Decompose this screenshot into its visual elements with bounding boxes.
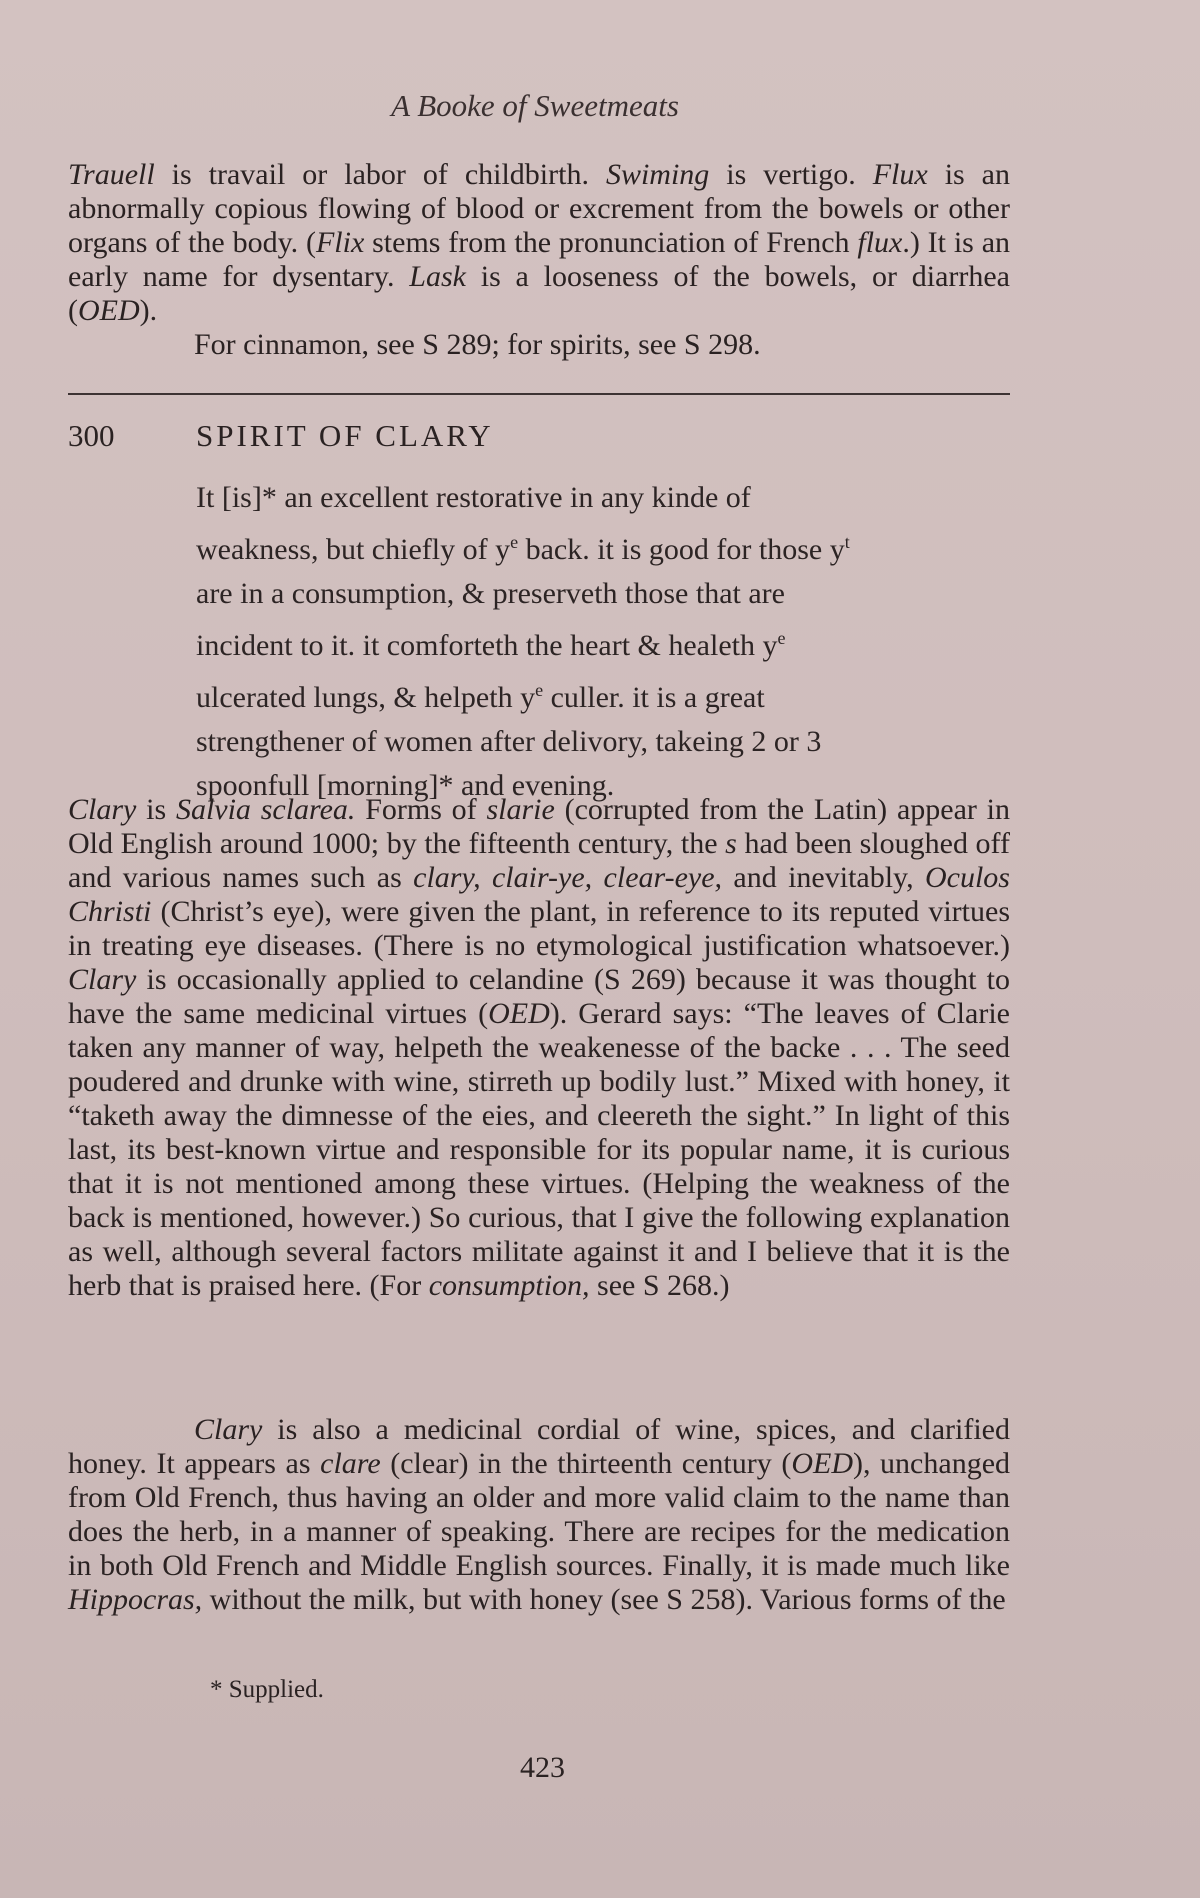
recipe-line: It [is]* an excellent restorative in any kinde of <box>196 481 751 514</box>
recipe-line: strengthener of women after delivory, takeing 2 or 3 <box>196 725 822 758</box>
term-flux: Flux <box>872 158 928 191</box>
oed-ref: OED <box>78 294 140 327</box>
recipe-line: ulcerated lungs, & helpeth $y^e$ culler. it is a great <box>196 680 765 714</box>
recipe-title: SPIRIT OF CLARY <box>196 418 494 453</box>
running-head: A Booke of Sweetmeats <box>391 88 679 123</box>
top-notes <box>68 158 1010 362</box>
section-divider <box>68 393 1010 395</box>
recipe-line: are in a consumption, & preserveth those that are <box>196 577 785 610</box>
commentary-continued <box>68 1413 1010 1617</box>
recipe-text <box>196 476 1006 808</box>
term-swiming: Swiming <box>605 158 710 191</box>
recipe-line: incident to it. it comforteth the heart & healeth $y^e$ <box>196 628 786 662</box>
commentary <box>68 793 1010 1303</box>
commentary-paragraph: Clary is also a medicinal cordial of wine, spices, and clarified honey. It appears as clare (clear) in the thirteenth century (OED), unchanged from Old French, thus having an older and more valid claim to the name than does the herb, in a manner of speaking. There are recipes for the medication in both Old French and Middle English sources. Finally, it is made much like Hippocras, without the milk, but with honey (see S 258). Various forms of the <box>68 1413 1011 1616</box>
recipe-number: 300 <box>68 418 115 453</box>
term-flix: Flix <box>315 226 365 259</box>
page-number: 423 <box>520 1751 565 1784</box>
recipe-line: spoonfull [morning]* and evening. <box>196 769 615 802</box>
term-lask: Lask <box>409 260 466 293</box>
cross-reference-paragraph: For cinnamon, see S 289; for spirits, see S 298. <box>194 328 761 361</box>
footnote: * Supplied. <box>210 1676 324 1703</box>
glossary-paragraph: Trauell is travail or labor of childbirth. Swiming is vertigo. Flux is an abnormally copious flowing of blood or excrement from the bowels or other organs of the body. (Flix stems from the pronunciation of French flux.) It is an early name for dysentary. Lask is a looseness of the bowels, or diarrhea (OED). <box>68 158 1011 327</box>
term-trauell: Trauell <box>68 158 155 191</box>
recipe-line: weakness, but chiefly of $y^e$ back. it is good for those $y^t$ <box>196 532 850 566</box>
term-flux-french: flux <box>857 226 903 259</box>
commentary-paragraph: Clary is Salvia sclarea. Forms of slarie (corrupted from the Latin) appear in Old English around 1000; by the fifteenth century, the s had been sloughed off and various names such as clary, clair-ye, clear-eye, and inevitably, Oculos Christi (Christ’s eye), were given the plant, in reference to its reputed virtues in treating eye diseases. (There is no etymological justification whatsoever.) Clary is occasionally applied to celandine (S 269) because it was thought to have the same medicinal virtues (OED). Gerard says: “The leaves of Clarie taken any manner of way, helpeth the weakenesse of the backe . . . The seed poudered and drunke with wine, stirreth up bodily lust.” Mixed with honey, it “taketh away the dimnesse of the eies, and cleereth the sight.” In light of this last, its best-known virtue and responsible for its popular name, it is curious that it is not mentioned among these virtues. (Helping the weakness of the back is mentioned, however.) So curious, that I give the following explanation as well, although several factors militate against it and I believe that it is the herb that is praised here. (For consumption, see S 268.) <box>68 793 1011 1302</box>
